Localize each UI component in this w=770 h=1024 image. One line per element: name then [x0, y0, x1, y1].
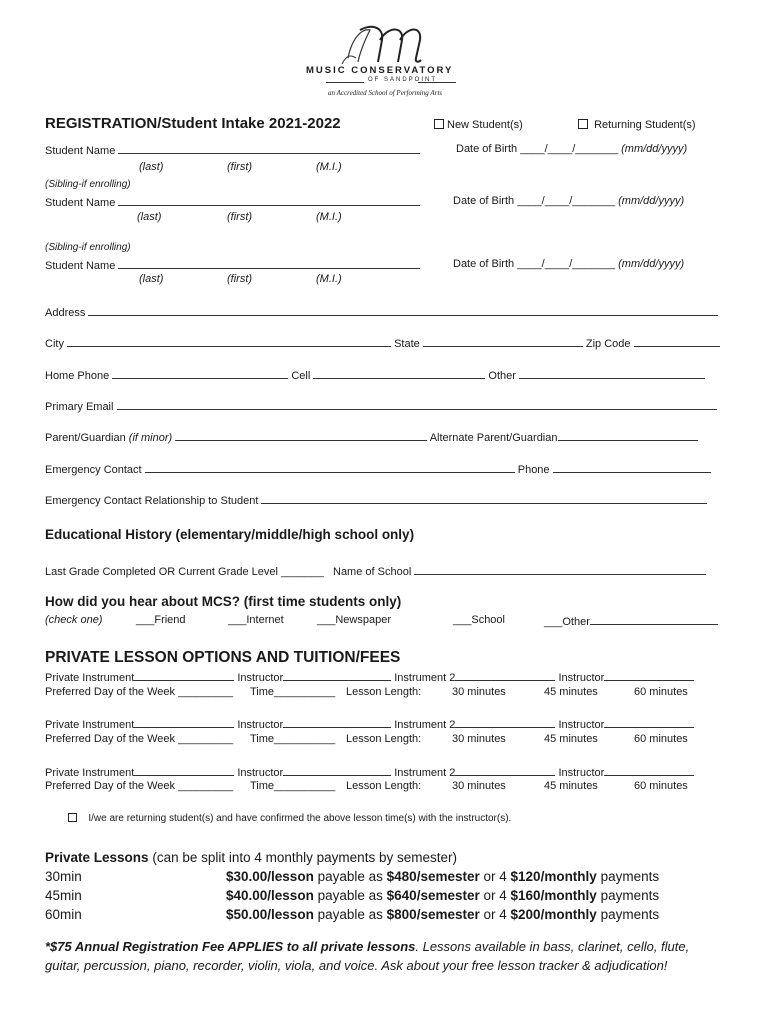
lesson2-length-label: Lesson Length: [346, 733, 422, 745]
referral-option-friend[interactable]: ___Friend [136, 614, 186, 626]
emergency-contact-field[interactable] [145, 462, 515, 473]
registration-fee-note: *$75 Annual Registration Fee APPLIES to all private lessons. Lessons available in bass, clarinet, cello, flute, [45, 939, 690, 954]
education-heading: Educational History (elementary/middle/high school only) [45, 527, 415, 542]
phone-row: Home Phone Cell Other [45, 368, 705, 382]
lesson3-preferred-day: Preferred Day of the Week _________ [45, 780, 234, 792]
check-one-label: (check one) [45, 614, 103, 626]
email-row: Primary Email [45, 399, 717, 413]
last-label: (last) [139, 161, 164, 173]
state-field[interactable] [423, 336, 583, 347]
lesson3-instructor2-field[interactable] [604, 765, 694, 776]
logo [300, 18, 470, 102]
home-phone-field[interactable] [112, 368, 288, 379]
lesson1-30min[interactable]: 30 minutes [452, 686, 506, 698]
lesson3-45min[interactable]: 45 minutes [544, 780, 598, 792]
lesson2-instructor-field[interactable] [283, 717, 391, 728]
logo-rule-right [418, 82, 456, 83]
emergency-phone-field[interactable] [553, 462, 711, 473]
student-dob-row: Date of Birth ____/____/_______ (mm/dd/yyyy) [456, 143, 688, 155]
lesson1-length-label: Lesson Length: [346, 686, 422, 698]
lesson3-instrument-row: Private Instrument Instructor Instrument 2 Instructor [45, 765, 694, 779]
returning-student-checkbox[interactable] [578, 119, 588, 129]
lesson2-time: Time__________ [250, 733, 336, 745]
lesson2-instrument-row: Private Instrument Instructor Instrument 2 Instructor [45, 717, 694, 731]
sibling1-dob-row: Date of Birth ____/____/_______ (mm/dd/yyyy) [453, 195, 685, 207]
lesson3-instructor-field[interactable] [283, 765, 391, 776]
logo-name: MUSIC CONSERVATORY [306, 65, 454, 76]
logo-tagline: an Accredited School of Performing Arts [328, 89, 442, 97]
lesson1-instrument-field[interactable] [134, 670, 234, 681]
lessons-available-note: guitar, percussion, piano, recorder, violin, viola, and voice. Ask about your free lesson tracker & adjudication! [45, 958, 668, 973]
email-field[interactable] [117, 399, 717, 410]
logo-rule-left [326, 82, 364, 83]
referral-option-newspaper[interactable]: ___Newspaper [317, 614, 391, 626]
lesson1-45min[interactable]: 45 minutes [544, 686, 598, 698]
lesson2-60min[interactable]: 60 minutes [634, 733, 688, 745]
lesson2-preferred-day: Preferred Day of the Week _________ [45, 733, 234, 745]
referral-heading: How did you hear about MCS? (first time students only) [45, 594, 402, 609]
sibling-label: (Sibling-if enrolling) [45, 179, 131, 190]
lesson3-time: Time__________ [250, 780, 336, 792]
emergency-relationship-field[interactable] [261, 493, 707, 504]
first-label: (first) [227, 273, 253, 285]
sibling-label: (Sibling-if enrolling) [45, 242, 131, 253]
referral-other-field[interactable] [590, 614, 718, 625]
last-label: (last) [137, 211, 162, 223]
city-field[interactable] [67, 336, 391, 347]
lesson1-instrument2-field[interactable] [455, 670, 555, 681]
lesson3-length-label: Lesson Length: [346, 780, 422, 792]
page-title: REGISTRATION/Student Intake 2021-2022 [45, 115, 341, 132]
logo-location: OF SANDPOINT [368, 77, 438, 83]
returning-student-option[interactable]: Returning Student(s) [578, 119, 696, 131]
returning-confirm[interactable]: I/we are returning student(s) and have confirmed the above lesson time(s) with the instructor(s). [68, 813, 511, 824]
new-student-checkbox[interactable] [434, 119, 444, 129]
referral-option-internet[interactable]: ___Internet [228, 614, 284, 626]
emergency-relationship-row: Emergency Contact Relationship to Student [45, 493, 707, 507]
lesson2-instrument2-field[interactable] [455, 717, 555, 728]
lesson1-preferred-day: Preferred Day of the Week _________ [45, 686, 234, 698]
lesson1-instructor2-field[interactable] [604, 670, 694, 681]
tuition-row-30: $30.00/lesson payable as $480/semester or 4 $120/monthly payments [226, 869, 660, 884]
tuition-row-45: $40.00/lesson payable as $640/semester or 4 $160/monthly payments [226, 888, 660, 903]
new-student-option[interactable]: New Student(s) [434, 119, 523, 131]
last-label: (last) [139, 273, 164, 285]
lesson3-instrument2-field[interactable] [455, 765, 555, 776]
lessons-heading: PRIVATE LESSON OPTIONS AND TUITION/FEES [45, 649, 401, 666]
lesson2-30min[interactable]: 30 minutes [452, 733, 506, 745]
sibling1-name-row: Student Name [45, 195, 420, 209]
other-phone-field[interactable] [519, 368, 705, 379]
sibling2-dob-row: Date of Birth ____/____/_______ (mm/dd/yyyy) [453, 258, 685, 270]
lesson2-45min[interactable]: 45 minutes [544, 733, 598, 745]
sibling1-name-field[interactable] [118, 195, 420, 206]
lesson3-instrument-field[interactable] [134, 765, 234, 776]
lesson3-30min[interactable]: 30 minutes [452, 780, 506, 792]
tuition-row-60: $50.00/lesson payable as $800/semester or 4 $200/monthly payments [226, 907, 660, 922]
lesson3-60min[interactable]: 60 minutes [634, 780, 688, 792]
mi-label: (M.I.) [316, 211, 342, 223]
lesson2-instrument-field[interactable] [134, 717, 234, 728]
sibling2-name-field[interactable] [118, 258, 420, 269]
zip-field[interactable] [634, 336, 720, 347]
tuition-length-60: 60min [45, 907, 82, 922]
tuition-length-45: 45min [45, 888, 82, 903]
referral-option-other[interactable]: ___Other [544, 614, 718, 628]
tuition-heading: Private Lessons (can be split into 4 monthly payments by semester) [45, 850, 457, 865]
mi-label: (M.I.) [316, 161, 342, 173]
first-label: (first) [227, 211, 253, 223]
alternate-guardian-field[interactable] [558, 430, 698, 441]
guardian-row: Parent/Guardian (if minor) Alternate Parent/Guardian [45, 430, 698, 444]
student-name-row: Student Name [45, 143, 420, 157]
education-row: Last Grade Completed OR Current Grade Level _______ Name of School [45, 564, 706, 578]
lesson1-60min[interactable]: 60 minutes [634, 686, 688, 698]
lesson1-instrument-row: Private Instrument Instructor Instrument 2 Instructor [45, 670, 694, 684]
lesson1-instructor-field[interactable] [283, 670, 391, 681]
tuition-length-30: 30min [45, 869, 82, 884]
logo-monogram [300, 18, 470, 70]
returning-confirm-checkbox[interactable] [68, 813, 77, 822]
city-row: City State Zip Code [45, 336, 720, 350]
referral-option-school[interactable]: ___School [453, 614, 505, 626]
student-name-field[interactable] [118, 143, 420, 154]
address-field[interactable] [88, 305, 718, 316]
first-label: (first) [227, 161, 253, 173]
sibling2-name-row: Student Name [45, 258, 420, 272]
address-row: Address [45, 305, 718, 319]
school-name-field[interactable] [414, 564, 706, 575]
lesson2-instructor2-field[interactable] [604, 717, 694, 728]
lesson1-time: Time__________ [250, 686, 336, 698]
guardian-field[interactable] [175, 430, 427, 441]
emergency-row: Emergency Contact Phone [45, 462, 711, 476]
mi-label: (M.I.) [316, 273, 342, 285]
cell-field[interactable] [313, 368, 485, 379]
